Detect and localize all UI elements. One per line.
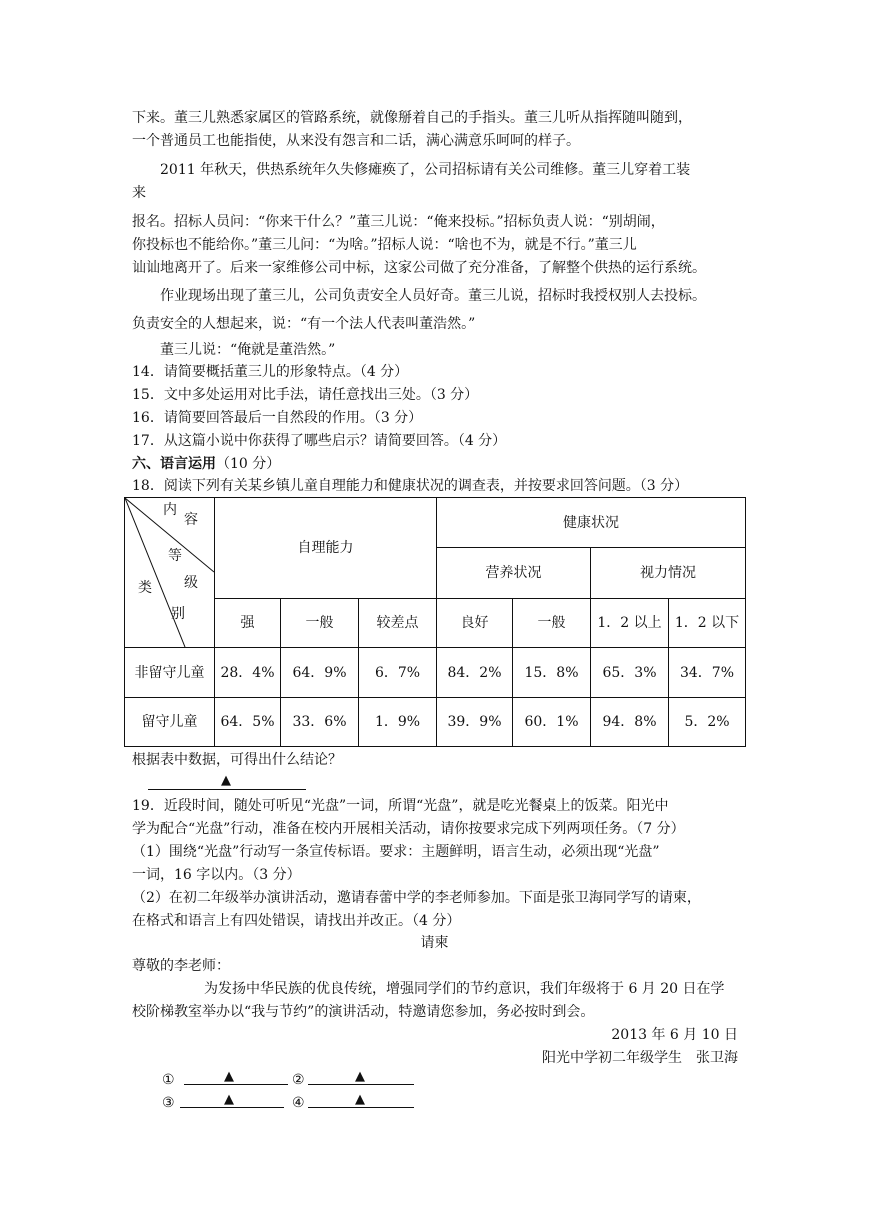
diag-label-content-a: 内: [163, 502, 177, 518]
table-cell: 34．7%: [669, 648, 746, 698]
header-self-care: 自理能力: [215, 498, 437, 599]
answer-number: ②: [292, 1072, 305, 1088]
table-cell: 64．5%: [215, 698, 281, 747]
answer-marker-icon: ▲: [224, 1069, 234, 1084]
table-cell: 84．2%: [437, 648, 513, 698]
question-19: 19．近段时间，随处可听见“光盘”一词，所谓“光盘”，就是吃光餐桌上的饭菜。阳光中: [132, 798, 669, 814]
table-cell: 28．4%: [215, 648, 281, 698]
conclusion-prompt: 根据表中数据，可得出什么结论？: [132, 752, 342, 768]
passage-line: 董三儿说：“俺就是董浩然。”: [160, 342, 336, 358]
answer-marker-icon: ▲: [221, 773, 231, 788]
question-14: 14．请简要概括董三儿的形象特点。（4 分）: [132, 364, 409, 380]
diag-label-content-b: 容: [184, 512, 198, 528]
invitation-signature: 阳光中学初二年级学生 张卫海: [542, 1050, 738, 1066]
answer-marker-icon: ▲: [355, 1092, 365, 1107]
table-cell: 1．9%: [359, 698, 437, 747]
passage-line: 一个普通员工也能指使，从来没有怨言和二话，满心满意乐呵呵的样子。: [132, 133, 580, 149]
diagonal-header-cell: [125, 498, 215, 648]
invitation-title: 请柬: [420, 935, 449, 951]
table-cell: 39．9%: [437, 698, 513, 747]
passage-line: 你投标也不能给你。”董三儿问：“为啥。”招标人说：“啥也不为，就是不行。”董三儿: [132, 237, 637, 253]
question-15: 15．文中多处运用对比手法，请任意找出三处。（3 分）: [132, 387, 479, 403]
survey-table: [124, 497, 746, 747]
question-17: 17．从这篇小说中你获得了哪些启示？请简要回答。（4 分）: [132, 433, 507, 449]
question-18: 18．阅读下列有关某乡镇儿童自理能力和健康状况的调查表，并按要求回答问题。（3 分）: [132, 478, 689, 494]
table-cell: 65．3%: [591, 648, 669, 698]
row-label: 留守儿童: [125, 698, 215, 747]
question-19-part1: 一词，16 字以内。（3 分）: [132, 867, 301, 883]
answer-marker-icon: ▲: [355, 1069, 365, 1084]
invitation-salutation: 尊敬的李老师：: [132, 958, 230, 974]
table-cell: 33．6%: [281, 698, 359, 747]
table-cell: 15．8%: [513, 648, 591, 698]
answer-number: ④: [292, 1095, 305, 1111]
passage-line: 来: [132, 185, 146, 201]
row-label: 非留守儿童: [125, 648, 215, 698]
diag-label-type-b: 别: [171, 606, 185, 622]
table-cell: 5．2%: [669, 698, 746, 747]
diag-label-type-a: 类: [138, 580, 152, 596]
question-19: 学为配合“光盘”行动，准备在校内开展相关活动，请你按要求完成下列两项任务。（7 分）: [132, 821, 685, 837]
table-cell: 6．7%: [359, 648, 437, 698]
invitation-date: 2013 年 6 月 10 日: [611, 1027, 738, 1043]
passage-line: 2011 年秋天，供热系统年久失修瘫痪了，公司招标请有关公司维修。董三儿穿着工装: [160, 162, 691, 178]
section-heading: [132, 454, 280, 474]
header-vision: 视力情况: [591, 548, 746, 598]
table-cell: 60．1%: [513, 698, 591, 747]
answer-blank-1[interactable]: [184, 1066, 288, 1085]
diag-label-grade-a: 等: [168, 548, 182, 564]
invitation-body: 为发扬中华民族的优良传统，增强同学们的节约意识，我们年级将于 6 月 20 日在学: [204, 981, 725, 997]
section-score: （10 分）: [216, 456, 281, 472]
header-nutrition: 营养状况: [437, 548, 591, 598]
level-header: 良好: [437, 598, 513, 647]
table-row: [125, 698, 746, 747]
question-19-part1: （1）围绕“光盘”行动写一条宣传标语。要求：主题鲜明，语言生动，必须出现“光盘”: [132, 844, 660, 860]
passage-line: 讪讪地离开了。后来一家维修公司中标，这家公司做了充分准备，了解整个供热的运行系统。: [132, 260, 706, 276]
invitation-body: 校阶梯教室举办以“我与节约”的演讲活动，特邀请您参加，务必按时到会。: [132, 1004, 595, 1020]
level-header: 强: [215, 598, 281, 647]
answer-number: ③: [162, 1095, 175, 1111]
diag-label-grade-b: 级: [184, 575, 198, 591]
level-header: 一般: [513, 598, 591, 647]
answer-number: ①: [162, 1072, 175, 1088]
question-19-part2: （2）在初二年级举办演讲活动，邀请春蕾中学的李老师参加。下面是张卫海同学写的请柬，: [132, 890, 701, 906]
passage-line: 负责安全的人想起来，说：“有一个法人代表叫董浩然。”: [132, 316, 476, 332]
diagonal-lines: [125, 498, 214, 647]
passage-line: 下来。董三儿熟悉家属区的管路系统，就像掰着自己的手指头。董三儿听从指挥随叫随到，: [132, 110, 692, 126]
level-header: 一般: [281, 598, 359, 647]
level-header: 1．2 以上: [591, 598, 669, 647]
passage-line: 报名。招标人员问：“你来干什么？”董三儿说：“俺来投标。”招标负责人说：“别胡闹，: [132, 214, 665, 230]
passage-line: 作业现场出现了董三儿，公司负责安全人员好奇。董三儿说，招标时我授权别人去投标。: [160, 288, 706, 304]
level-header: 1．2 以下: [669, 598, 746, 647]
level-header: 较差点: [359, 598, 437, 647]
answer-marker-icon: ▲: [224, 1092, 234, 1107]
table-cell: 94．8%: [591, 698, 669, 747]
question-19-part2: 在格式和语言上有四处错误，请找出并改正。（4 分）: [132, 913, 461, 929]
header-health: 健康状况: [437, 498, 746, 548]
table-row: [125, 648, 746, 698]
table-cell: 64．9%: [281, 648, 359, 698]
question-16: 16．请简要回答最后一自然段的作用。（3 分）: [132, 410, 423, 426]
section-title: 六、语言运用: [132, 456, 216, 472]
